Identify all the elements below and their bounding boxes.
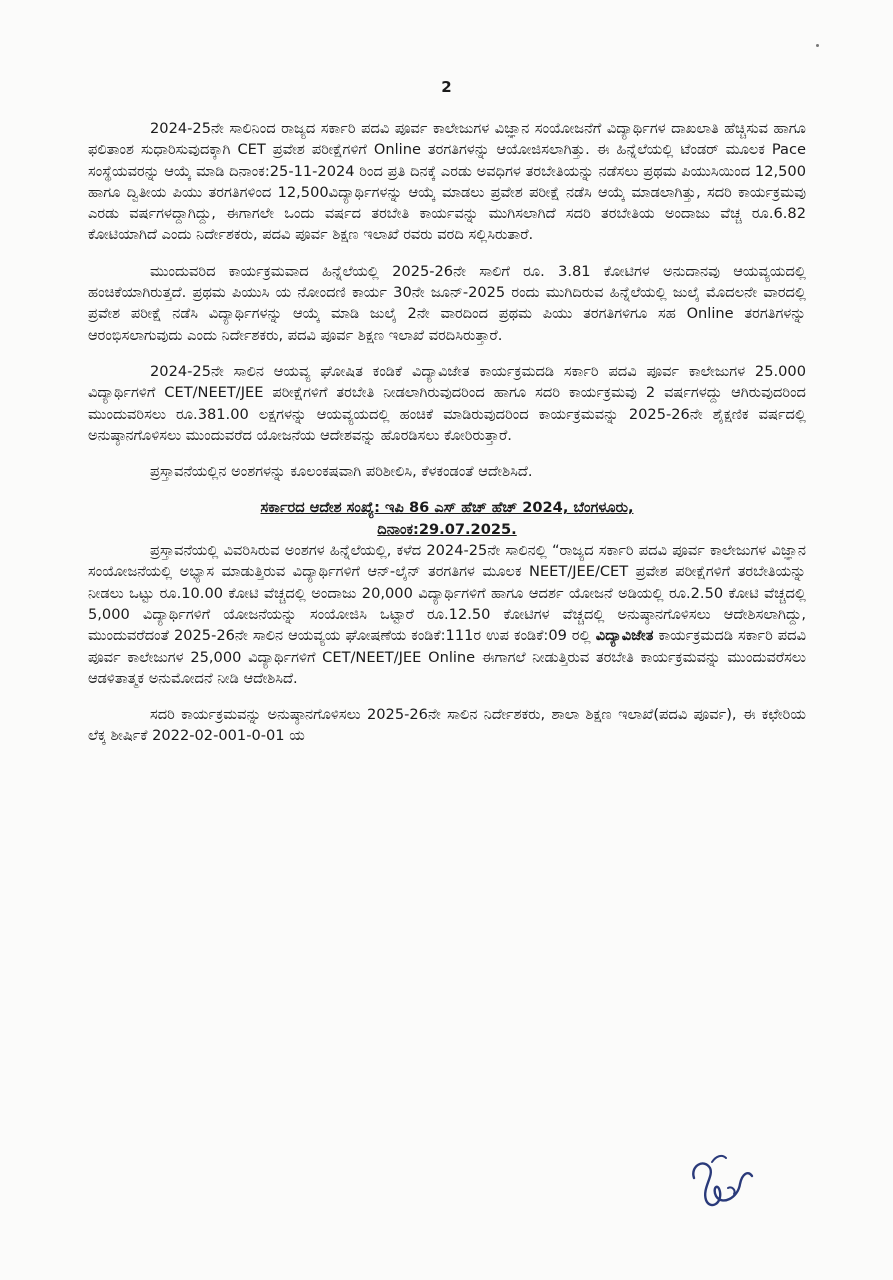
order-text-part2: ಕಾರ್ಯಕ್ರಮದಡಿ ಸರ್ಕಾರಿ ಪದವಿ ಪೂರ್ವ ಕಾಲೇಜುಗಳ 25,000 ವಿದ್ಯಾರ್ಥಿಗಳಿಗೆ CET/NEET/JEE Online ಈಗಾಗಲೆ ನೀಡುತ್ತಿರುವ ತರಬೇತಿ ಕಾರ್ಯಕ್ರಮವನ್ನು ಮುಂದುವರೆಸಲು ಆಡಳಿತಾತ್ಮಕ ಅನುಮೋದನೆ ನೀಡಿ ಆದೇಶಿಸಿದೆ. <box>88 627 807 687</box>
document-body <box>88 118 806 762</box>
paragraph-1: 2024-25ನೇ ಸಾಲಿನಿಂದ ರಾಜ್ಯದ ಸರ್ಕಾರಿ ಪದವಿ ಪೂರ್ವ ಕಾಲೇಜುಗಳ ವಿಜ್ಞಾನ ಸಂಯೋಜನೆಗೆ ವಿದ್ಯಾರ್ಥಿಗಳ ದಾಖಲಾತಿ ಹೆಚ್ಚಿಸುವ ಹಾಗೂ ಫಲಿತಾಂಶ ಸುಧಾರಿಸುವುದಕ್ಕಾಗಿ CET ಪ್ರವೇಶ ಪರೀಕ್ಷೆಗಳಿಗೆ Online ತರಗತಿಗಳನ್ನು ಆಯೋಜಿಸಲಾಗಿತ್ತು. ಈ ಹಿನ್ನೆಲೆಯಲ್ಲಿ ಟೆಂಡರ್ ಮೂಲಕ Pace ಸಂಸ್ಥೆಯವರನ್ನು ಆಯ್ಕೆ ಮಾಡಿ ದಿನಾಂಕ:25-11-2024 ರಿಂದ ಪ್ರತಿ ದಿನಕ್ಕೆ ಎರಡು ಅವಧಿಗಳ ತರಬೇತಿಯನ್ನು ನಡೆಸಲು ಪ್ರಥಮ ಪಿಯುಸಿಯಿಂದ 12,500 ಹಾಗೂ ದ್ವಿತೀಯ ಪಿಯು ತರಗತಿಗಳಿಂದ 12,500ವಿದ್ಯಾರ್ಥಿಗಳನ್ನು ಆಯ್ಕೆ ಮಾಡಲು ಪ್ರವೇಶ ಪರೀಕ್ಷೆ ನಡೆಸಿ ಆಯ್ಕೆ ಮಾಡಲಾಗಿತ್ತು, ಸದರಿ ಕಾರ್ಯಕ್ರಮವು ಎರಡು ವರ್ಷಗಳದ್ದಾಗಿದ್ದು, ಈಗಾಗಲೇ ಒಂದು ವರ್ಷದ ತರಬೇತಿ ಕಾರ್ಯವನ್ನು ಮುಗಿಸಲಾಗಿದೆ ಸದರಿ ತರಬೇತಿಯ ಅಂದಾಜು ವೆಚ್ಚ ರೂ.6.82 ಕೋಟಿಯಾಗಿದೆ ಎಂದು ನಿರ್ದೇಶಕರು, ಪದವಿ ಪೂರ್ವ ಶಿಕ್ಷಣ ಇಲಾಖೆ ರವರು ವರದಿ ಸಲ್ಲಿಸಿರುತಾರೆ. <box>88 120 806 244</box>
paragraph-2: ಮುಂದುವರಿದ ಕಾರ್ಯಕ್ರಮವಾದ ಹಿನ್ನೆಲೆಯಲ್ಲಿ 2025-26ನೇ ಸಾಲಿಗೆ ರೂ. 3.81 ಕೋಟಿಗಳ ಅನುದಾನವು ಆಯವ್ಯಯದಲ್ಲಿ ಹಂಚಿಕೆಯಾಗಿರುತ್ತದೆ. ಪ್ರಥಮ ಪಿಯುಸಿ ಯ ನೋಂದಣಿ ಕಾರ್ಯ 30ನೇ ಜೂನ್-2025 ರಂದು ಮುಗಿದಿರುವ ಹಿನ್ನೆಲೆಯಲ್ಲಿ ಜುಲೈ ಮೊದಲನೇ ವಾರದಲ್ಲಿ ಪ್ರವೇಶ ಪರೀಕ್ಷೆ ನಡೆಸಿ ವಿದ್ಯಾರ್ಥಿಗಳನ್ನು ಆಯ್ಕೆ ಮಾಡಿ ಜುಲೈ 2ನೇ ವಾರದಿಂದ ಪ್ರಥಮ ಪಿಯು ತರಗತಿಗಳಿಗೂ ಸಹ Online ತರಗತಿಗಳನ್ನು ಆರಂಭಿಸಲಾಗುವುದು ಎಂದು ನಿರ್ದೇಶಕರು, ಪದವಿ ಪೂರ್ವ ಶಿಕ್ಷಣ ಇಲಾಖೆ ವರದಿಸಿರುತ್ತಾರೆ. <box>88 262 806 344</box>
order-paragraph <box>88 540 806 689</box>
order-text-part1: ಪ್ರಸ್ತಾವನೆಯಲ್ಲಿ ವಿವರಿಸಿರುವ ಅಂಶಗಳ ಹಿನ್ನೆಲೆಯಲ್ಲಿ, ಕಳೆದ 2024-25ನೇ ಸಾಲಿನಲ್ಲಿ “ರಾಜ್ಯದ ಸರ್ಕಾರಿ ಪದವಿ ಪೂರ್ವ ಕಾಲೇಜುಗಳ ವಿಜ್ಞಾನ ಸಂಯೋಜನೆಯಲ್ಲಿ ಅಭ್ಯಾಸ ಮಾಡುತ್ತಿರುವ ವಿದ್ಯಾರ್ಥಿಗಳಿಗೆ ಆನ್-ಲೈನ್ ತರಗತಿಗಳ ಮೂಲಕ NEET/JEE/CET ಪ್ರವೇಶ ಪರೀಕ್ಷೆಗಳಿಗೆ ತರಬೇತಿಯನ್ನು ನೀಡಲು ಒಟ್ಟು ರೂ.10.00 ಕೋಟಿ ವೆಚ್ಚದಲ್ಲಿ ಅಂದಾಜು 20,000 ವಿದ್ಯಾರ್ಥಿಗಳಿಗೆ ಹಾಗೂ ಆದರ್ಶ ಯೋಜನೆ ಅಡಿಯಲ್ಲಿ ರೂ.2.50 ಕೋಟಿ ವೆಚ್ಚದಲ್ಲಿ 5,000 ವಿದ್ಯಾರ್ಥಿಗಳಿಗೆ ಯೋಜನೆಯನ್ನು ಸಂಯೋಜಿಸಿ ಒಟ್ಟಾರೆ ರೂ.12.50 ಕೋಟಿಗಳ ವೆಚ್ಚದಲ್ಲಿ ಅನುಷ್ಠಾನಗೊಳಿಸಲು ಆದೇಶಿಸಲಾಗಿದ್ದು, ಮುಂದುವರೆದಂತೆ 2025-26ನೇ ಸಾಲಿನ ಆಯವ್ಯಯ ಘೋಷಣೆಯ ಕಂಡಿಕೆ:111ರ ಉಪ ಕಂಡಿಕೆ:09 ರಲ್ಲಿ <box>88 542 806 645</box>
order-heading-line2: ದಿನಾಂಕ:29.07.2025. <box>377 520 517 538</box>
order-text-bold: ವಿದ್ಯಾವಿಜೇತ <box>595 627 654 645</box>
paragraph-3: 2024-25ನೇ ಸಾಲಿನ ಆಯವ್ಯ ಘೋಷಿತ ಕಂಡಿಕೆ ವಿದ್ಯಾವಿಜೇತ ಕಾರ್ಯಕ್ರಮದಡಿ ಸರ್ಕಾರಿ ಪದವಿ ಪೂರ್ವ ಕಾಲೇಜುಗಳ 25.000 ವಿದ್ಯಾರ್ಥಿಗಳಿಗೆ CET/NEET/JEE ಪರೀಕ್ಷೆಗಳಿಗೆ ತರಬೇತಿ ನೀಡಲಾಗಿರುವುದರಿಂದ ಹಾಗೂ ಸದರಿ ಕಾರ್ಯಕ್ರಮವು 2 ವರ್ಷಗಳದ್ದು ಆಗಿರುವುದರಿಂದ ಮುಂದುವರಿಸಲು ರೂ.381.00 ಲಕ್ಷಗಳನ್ನು ಆಯವ್ಯಯದಲ್ಲಿ ಹಂಚಿಕೆ ಮಾಡಿರುವುದರಿಂದ ಕಾರ್ಯಕ್ರಮವನ್ನು 2025-26ನೇ ಶೈಕ್ಷಣಿಕ ವರ್ಷದಲ್ಲಿ ಅನುಷ್ಠಾನಗೊಳಿಸಲು ಮುಂದುವರೆದ ಯೋಜನೆಯ ಆದೇಶವನ್ನು ಹೊರಡಿಸಲು ಕೋರಿರುತ್ತಾರೆ. <box>88 362 806 444</box>
last-paragraph: ಸದರಿ ಕಾರ್ಯಕ್ರಮವನ್ನು ಅನುಷ್ಠಾನಗೊಳಿಸಲು 2025-26ನೇ ಸಾಲಿನ ನಿರ್ದೇಶಕರು, ಶಾಲಾ ಶಿಕ್ಷಣ ಇಲಾಖೆ(ಪದವಿ ಪೂರ್ವ), ಈ ಕಛೇರಿಯ ಲೆಕ್ಕ ಶೀರ್ಷಿಕೆ 2022-02-001-0-01 ಯ <box>88 706 806 745</box>
page-number: 2 <box>441 78 452 96</box>
signature-icon <box>682 1148 762 1218</box>
order-heading-line1: ಸರ್ಕಾರದ ಆದೇಶ ಸಂಖ್ಯೆ: ಇಪಿ 86 ಎಸ್ ಹೆಚ್ ಹೆಚ್ 2024, ಬೆಂಗಳೂರು, <box>260 499 634 517</box>
scan-speck <box>816 44 819 47</box>
paragraph-4: ಪ್ರಸ್ತಾವನೆಯಲ್ಲಿನ ಅಂಶಗಳನ್ನು ಕೂಲಂಕಷವಾಗಿ ಪರಿಶೀಲಿಸಿ, ಕೆಳಕಂಡಂತೆ ಆದೇಶಿಸಿದೆ. <box>150 463 533 481</box>
